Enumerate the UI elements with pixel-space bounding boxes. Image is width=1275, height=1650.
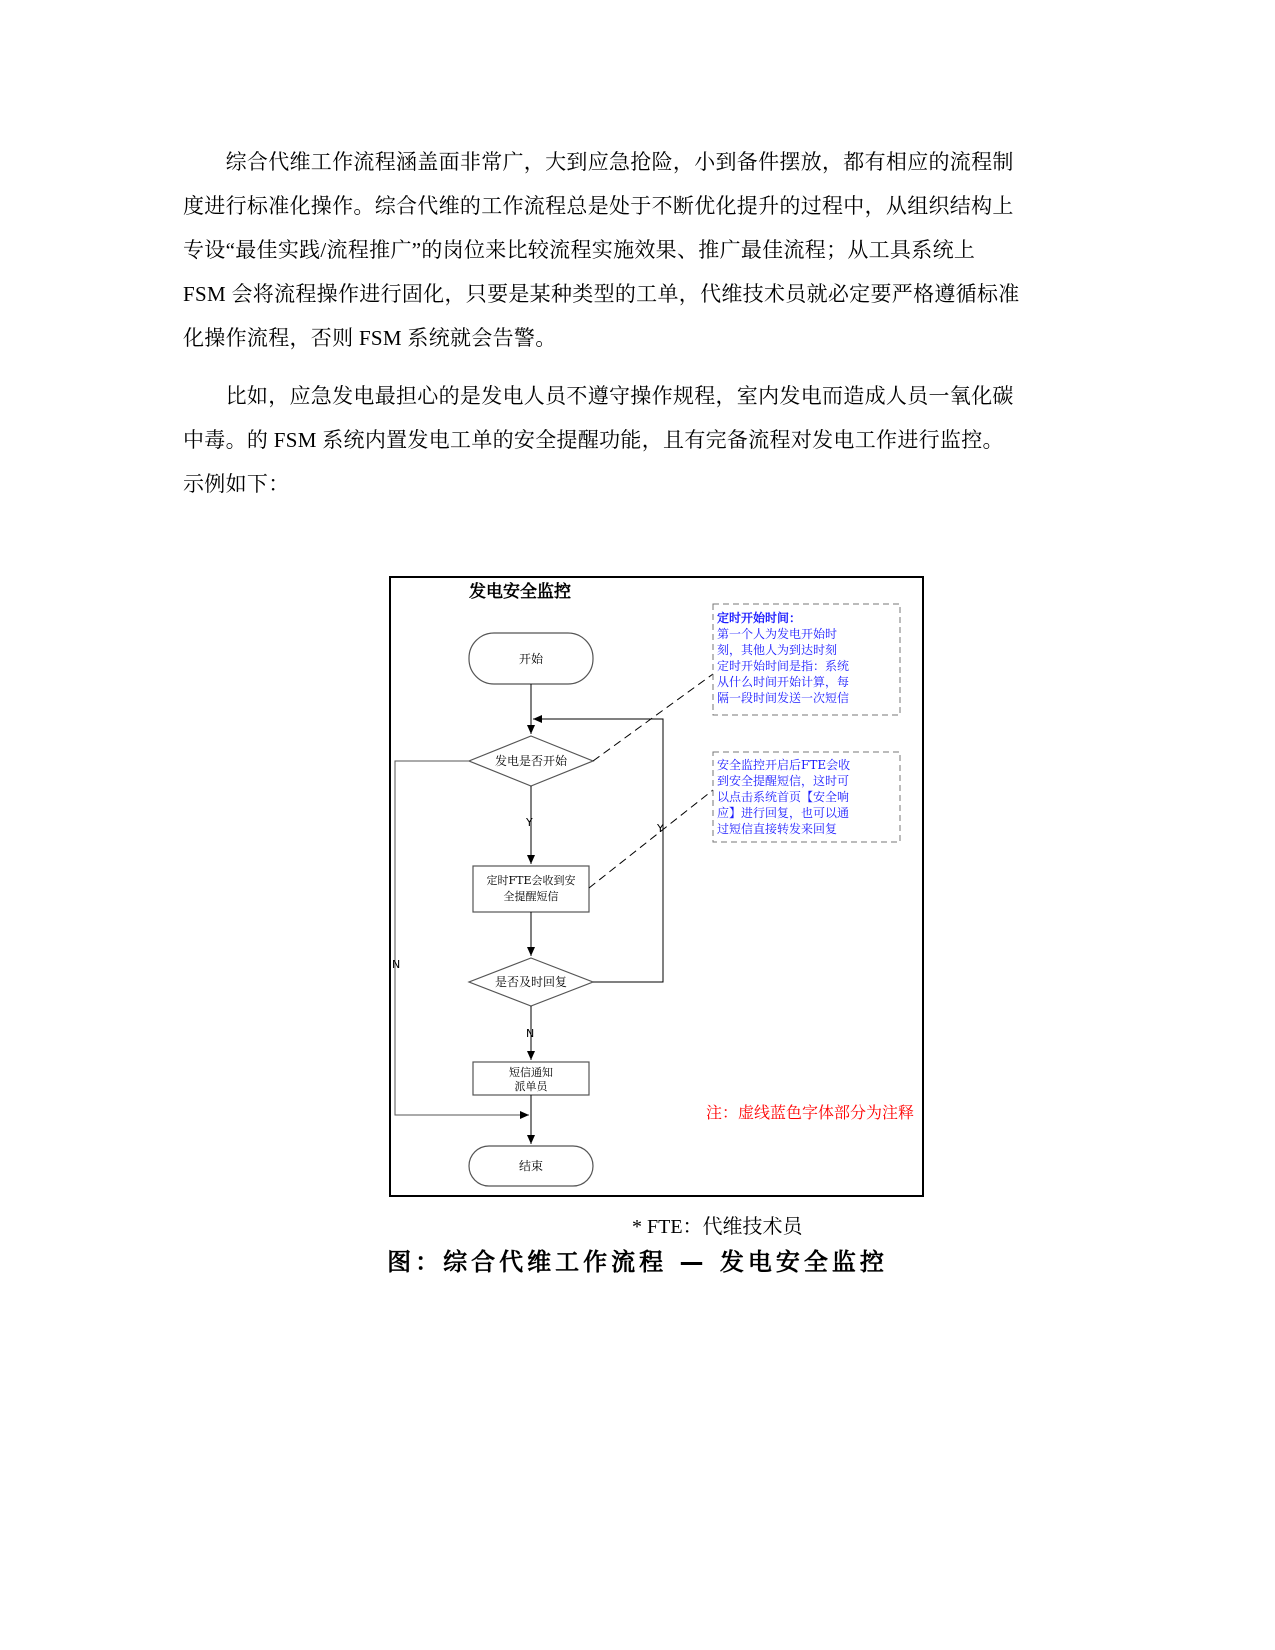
figure-caption: 图：综合代维工作流程 — 发电安全监控	[387, 1248, 888, 1276]
paragraph-line: 示例如下：	[183, 472, 290, 496]
annotation-remark: 注：虚线蓝色字体部分为注释	[705, 1103, 914, 1122]
note2-line: 安全监控开启后FTE会收	[717, 758, 851, 772]
note2-line: 过短信直接转发来回复	[717, 822, 838, 836]
note2-line: 到安全提醒短信，这时可	[717, 774, 850, 788]
start-label: 开始	[518, 652, 544, 666]
decision1-label: 发电是否开始	[494, 754, 568, 768]
paragraph-intro	[183, 140, 1093, 360]
paragraph-line: 中毒。的 FSM 系统内置发电工单的安全提醒功能，且有完备流程对发电工作进行监控。	[183, 428, 1004, 452]
process2-line2: 派单员	[514, 1080, 548, 1093]
label-yes-2: Y	[657, 822, 664, 835]
fte-footnote: * FTE：代维技术员	[632, 1216, 803, 1238]
flowchart-svg	[389, 576, 924, 1197]
label-no-1: N	[392, 958, 401, 971]
flowchart-title: 发电安全监控	[469, 582, 571, 602]
label-no-2: N	[526, 1027, 535, 1040]
note1-line: 第一个人为发电开始时	[717, 627, 838, 641]
decision2-label: 是否及时回复	[494, 975, 568, 989]
paragraph-line: 综合代维工作流程涵盖面非常广，大到应急抢险，小到备件摆放，都有相应的流程制	[183, 150, 1014, 174]
process2-line1: 短信通知	[509, 1066, 553, 1079]
note2-line: 应】进行回复，也可以通	[717, 806, 850, 820]
note1-title: 定时开始时间：	[717, 611, 802, 625]
paragraph-line: FSM 会将流程操作进行固化，只要是某种类型的工单，代维技术员就必定要严格遵循标准	[183, 282, 1020, 306]
process1-line1: 定时FTE会收到安	[486, 874, 576, 887]
note1-line: 刻，其他人为到达时刻	[717, 643, 838, 657]
note1-line: 定时开始时间是指：系统	[717, 659, 850, 673]
paragraph-line: 度进行标准化操作。综合代维的工作流程总是处于不断优化提升的过程中，从组织结构上	[183, 194, 1014, 218]
process1-line2: 全提醒短信	[503, 890, 559, 903]
end-label: 结束	[518, 1159, 544, 1173]
paragraph-line: 化操作流程，否则 FSM 系统就会告警。	[183, 326, 557, 350]
note2-line: 以点击系统首页【安全响	[717, 790, 850, 804]
process-fte-receives-reminder	[473, 866, 589, 912]
label-yes-1: Y	[526, 816, 533, 829]
paragraph-line: 专设“最佳实践/流程推广”的岗位来比较流程实施效果、推广最佳流程；从工具系统上	[183, 238, 976, 262]
note1-line: 从什么时间开始计算，每	[717, 675, 850, 689]
flowchart-figure	[389, 576, 924, 1197]
paragraph-example	[183, 374, 1093, 506]
note1-line: 隔一段时间发送一次短信	[717, 691, 850, 705]
paragraph-line: 比如，应急发电最担心的是发电人员不遵守操作规程，室内发电而造成人员一氧化碳	[183, 384, 1014, 408]
